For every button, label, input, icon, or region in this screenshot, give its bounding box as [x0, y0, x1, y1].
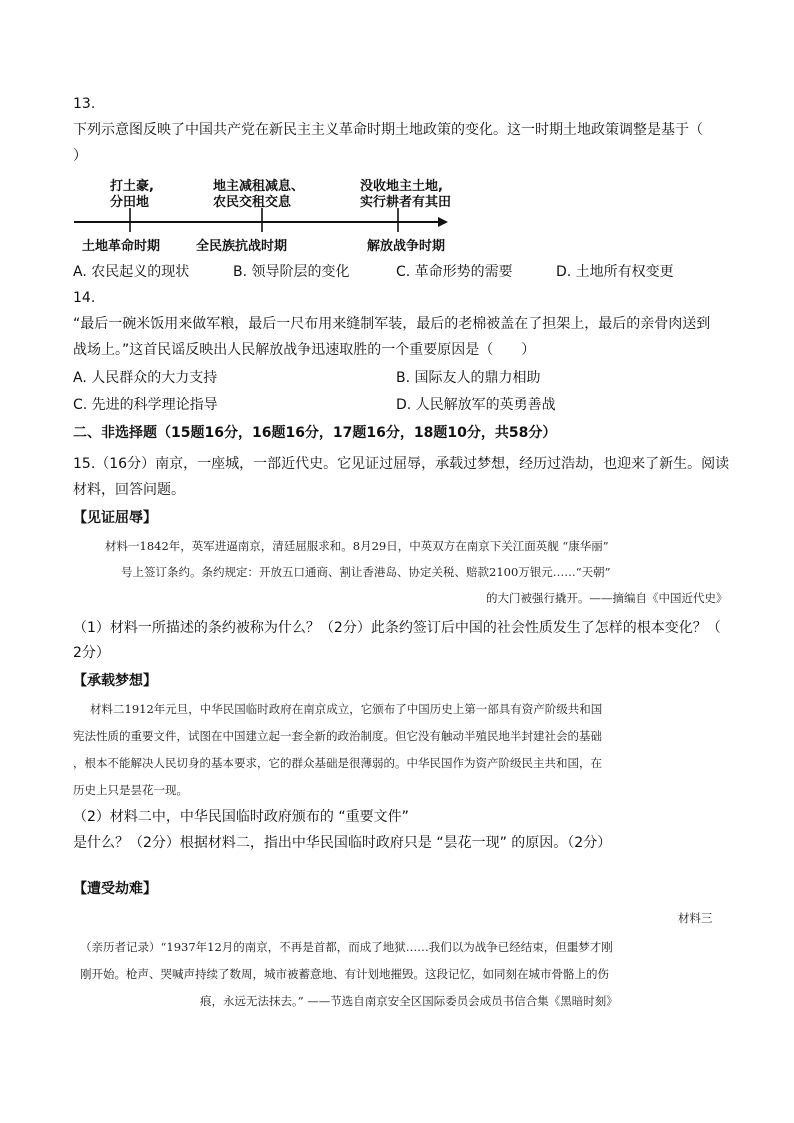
part-3-heading: 【遭受劫难】: [73, 881, 157, 897]
q14-option-d[interactable]: D. 人民解放军的英勇善战: [396, 397, 556, 413]
question-15-intro: 15.（16分）南京，一座城，一部近代史。它见证过屈辱，承载过梦想，经历过浩劫，也迎来了新生。阅读: [73, 456, 730, 472]
diagram-period-1: 土地革命时期: [82, 239, 161, 254]
material-1-source: 的大门被强行撬开。——摘编自《中国近代史》: [486, 591, 728, 605]
diagram-top3-line1: 没收地主土地,: [360, 179, 443, 194]
q13-option-d[interactable]: D. 土地所有权变更: [556, 264, 674, 280]
diagram-top2-line1: 地主减租减息、: [213, 179, 305, 194]
question-15-1: （1）材料一所描述的条约被称为什么？（2分）此条约签订后中国的社会性质发生了怎样的根本变化？（: [73, 620, 721, 636]
question-14-number: 14.: [73, 290, 96, 306]
material-3-line-1: （亲历者记录）“1937年12月的南京，不再是首都，而成了地狱……我们以为战争已经结束，但噩梦才刚: [80, 940, 613, 954]
diagram-top1-line1: 打土豪,: [110, 179, 154, 194]
material-3-source: 痕，永远无法抹去。” ——节选自南京安全区国际委员会成员书信合集《黑暗时刻》: [200, 994, 618, 1008]
part-1-heading: 【见证屈辱】: [73, 510, 157, 526]
q13-option-a[interactable]: A. 农民起义的现状: [73, 264, 190, 280]
question-13-number: 13.: [73, 96, 96, 112]
diagram-top1-line2: 分田地: [110, 195, 150, 210]
question-15-1-cont: 2分）: [73, 645, 110, 661]
land-policy-timeline-diagram: [70, 170, 470, 262]
material-2-line-4: 历史上只是昙花一现。: [73, 783, 188, 797]
q14-option-c[interactable]: C. 先进的科学理论指导: [73, 397, 218, 413]
material-2-line-2: 宪法性质的重要文件，试图在中国建立起一套全新的政治制度。但它没有触动半殖民地半封建社会的基础: [73, 729, 602, 743]
material-2-line-1: 材料二1912年元旦，中华民国临时政府在南京成立，它颁布了中国历史上第一部具有资产阶级共和国: [90, 702, 603, 716]
q13-option-c[interactable]: C. 革命形势的需要: [396, 264, 513, 280]
q14-option-a[interactable]: A. 人民群众的大力支持: [73, 370, 218, 386]
timeline-arrow-icon: [438, 217, 448, 227]
diagram-top2-line2: 农民交租交息: [213, 195, 292, 210]
question-15-2-cont: 是什么？（2分）根据材料二，指出中华民国临时政府只是 “昙花一现” 的原因。（2分）: [73, 835, 612, 851]
diagram-period-2: 全民族抗战时期: [196, 239, 288, 254]
question-15-intro-cont: 材料，回答问题。: [73, 482, 185, 498]
material-3-line-2: 刚开始。枪声、哭喊声持续了数周，城市被蓄意地、有计划地摧毁。这段记忆，如同刻在城市骨骼上的伤: [80, 967, 609, 981]
q14-option-b[interactable]: B. 国际友人的鼎力相助: [396, 370, 541, 386]
part-2-heading: 【承载梦想】: [73, 673, 157, 689]
question-13-stem: 下列示意图反映了中国共产党在新民主主义革命时期土地政策的变化。这一时期土地政策调整是基于（: [73, 122, 703, 138]
question-14-stem-cont: 战场上。”这首民谣反映出人民解放战争迅速取胜的一个重要原因是（ ）: [73, 342, 536, 358]
question-15-2: （2）材料二中，中华民国临时政府颁布的 “重要文件”: [73, 809, 409, 825]
question-14-stem: “最后一碗米饭用来做军粮，最后一尺布用来缝制军装，最后的老棉被盖在了担架上，最后的亲骨肉送到: [73, 316, 711, 332]
diagram-top3-line2: 实行耕者有其田: [360, 195, 452, 210]
material-3-label: 材料三: [678, 911, 713, 925]
material-1-line-1: 材料一1842年，英军进逼南京，清廷屈服求和。8月29日，中英双方在南京下关江面英舰 “康华丽”: [105, 539, 609, 553]
q13-option-b[interactable]: B. 领导阶层的变化: [233, 264, 350, 280]
diagram-period-3: 解放战争时期: [367, 239, 446, 254]
material-1-line-2: 号上签订条约。条约规定：开放五口通商、割让香港岛、协定关税、赔款2100万银元……“天朝”: [121, 565, 611, 579]
section-2-heading: 二、非选择题（15题16分，16题16分，17题16分，18题10分，共58分）: [73, 425, 557, 441]
question-13-stem-cont: ）: [73, 148, 87, 164]
material-2-line-3: ，根本不能解决人民切身的基本要求，它的群众基础是很薄弱的。中华民国作为资产阶级民主共和国，在: [73, 756, 602, 770]
